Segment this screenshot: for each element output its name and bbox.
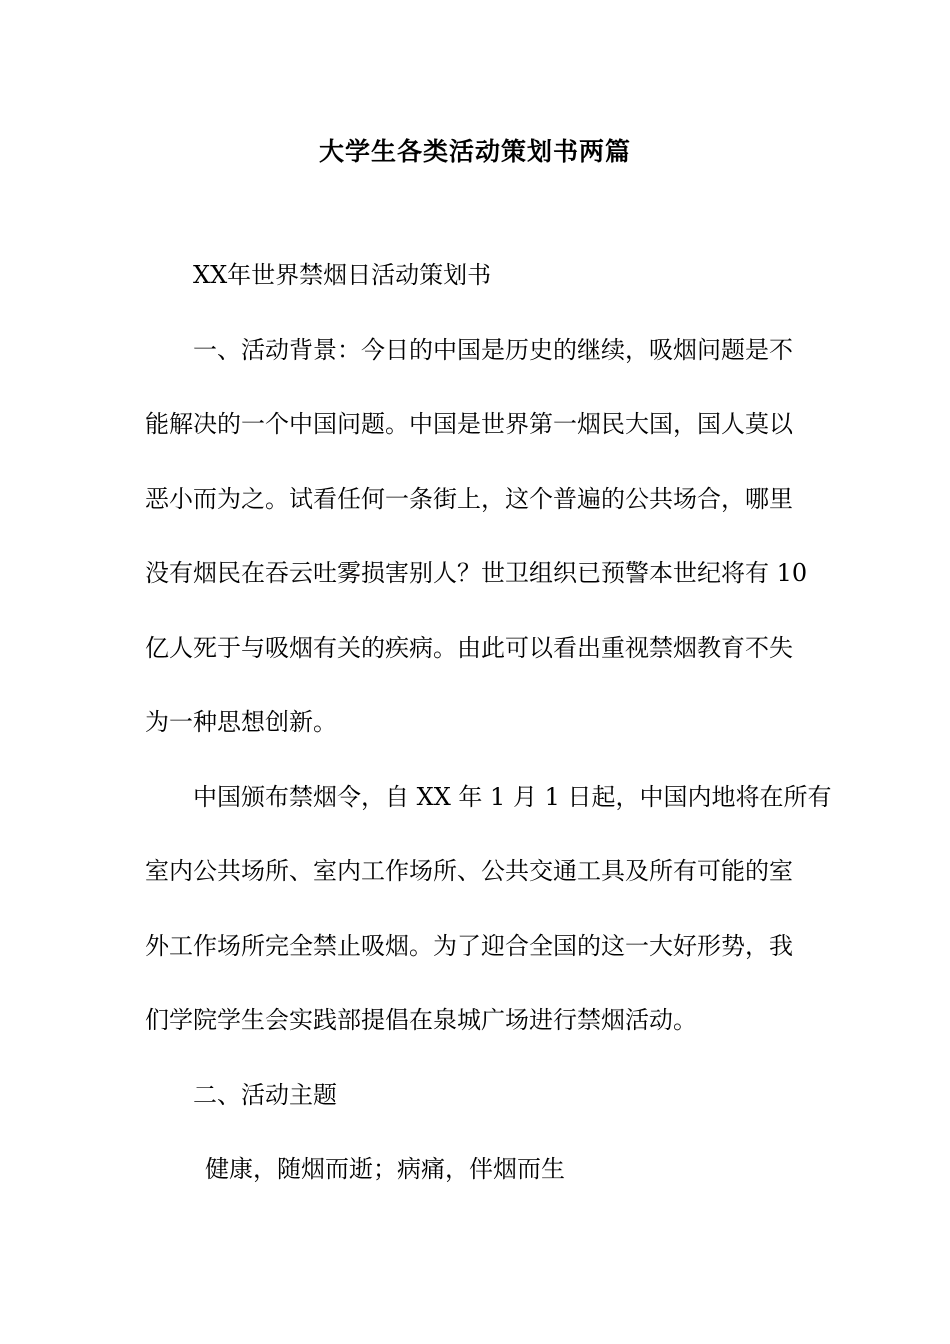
background-line-1: 一、活动背景：今日的中国是历史的继续，吸烟问题是不: [193, 335, 793, 364]
ban-line-2: 室内公共场所、室内工作场所、公共交通工具及所有可能的室: [145, 857, 793, 885]
activity-theme: 健康，随烟而逝；病痛，伴烟而生: [205, 1155, 565, 1183]
plan-subtitle: XX年世界禁烟日活动策划书: [193, 261, 492, 289]
background-line-4: 没有烟民在吞云吐雾损害别人？世卫组织已预警本世纪将有 10: [145, 559, 808, 587]
ban-line-4: 们学院学生会实践部提倡在泉城广场进行禁烟活动。: [145, 1006, 697, 1034]
background-line-6: 为一种思想创新。: [145, 708, 337, 736]
background-line-5: 亿人死于与吸烟有关的疾病。由此可以看出重视禁烟教育不失: [145, 633, 793, 662]
background-line-3: 恶小而为之。试看任何一条街上，这个普遍的公共场合，哪里: [145, 484, 793, 513]
ban-line-1: 中国颁布禁烟令，自 XX 年 1 月 1 日起，中国内地将在所有: [193, 782, 832, 811]
document-title: 大学生各类活动策划书两篇: [318, 137, 631, 166]
section2-heading: 二、活动主题: [193, 1080, 337, 1109]
background-line-2: 能解决的一个中国问题。中国是世界第一烟民大国，国人莫以: [145, 410, 793, 438]
document-body: [145, 238, 832, 1207]
ban-line-3: 外工作场所完全禁止吸烟。为了迎合全国的这一大好形势，我: [145, 931, 793, 960]
